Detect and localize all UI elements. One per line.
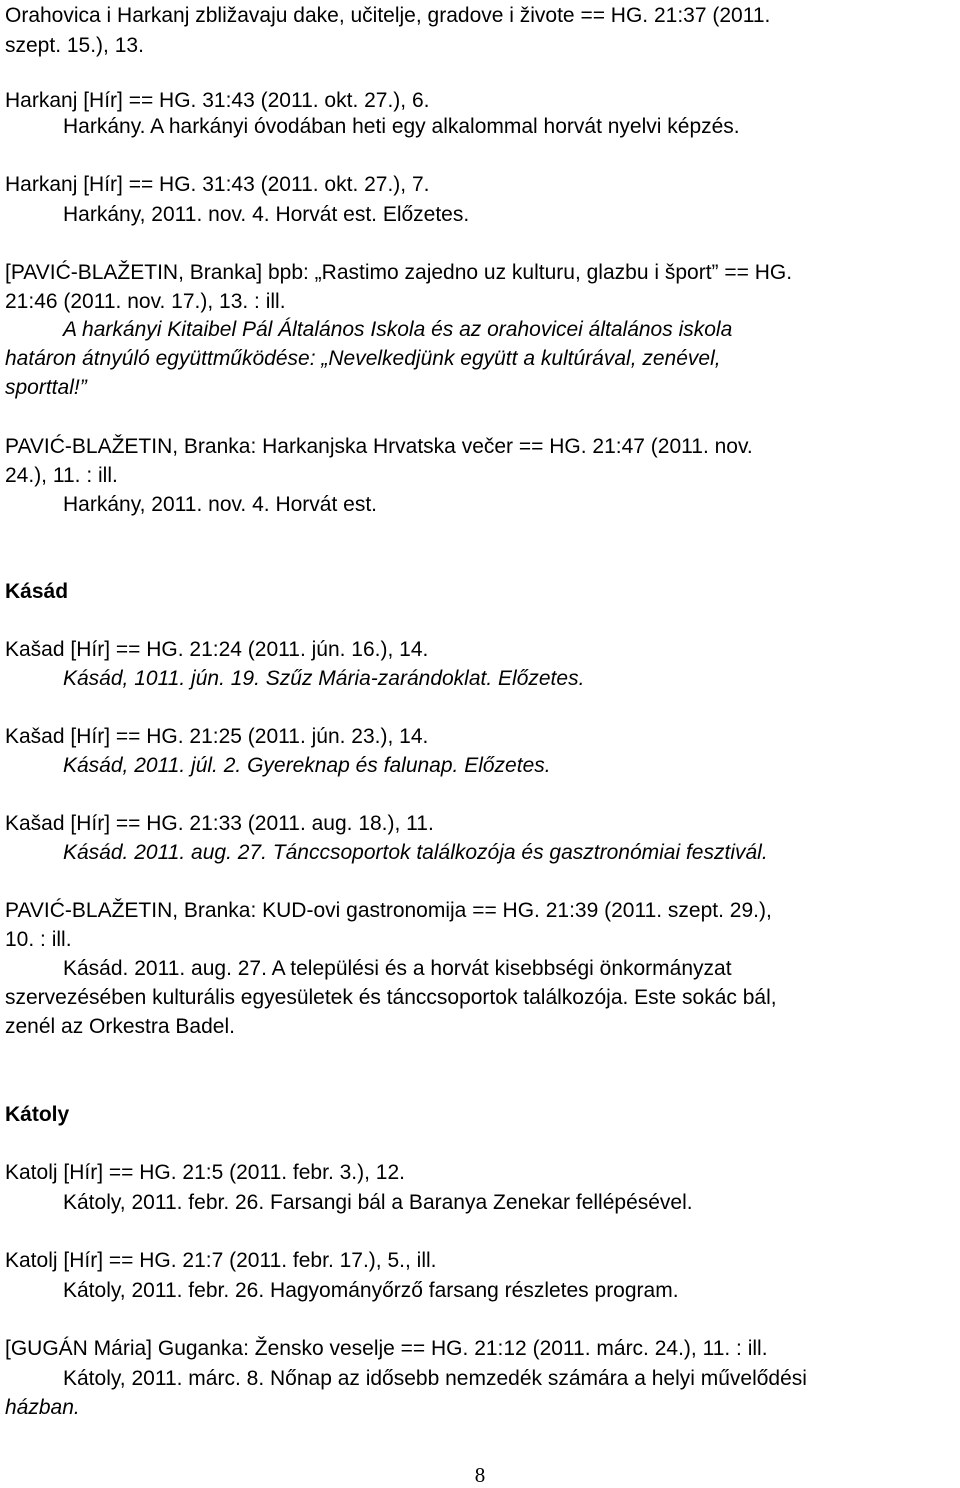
entry-line: Kašad [Hír] == HG. 21:33 (2011. aug. 18.), 11. bbox=[5, 812, 434, 835]
entry-line: Harkány, 2011. nov. 4. Horvát est. bbox=[63, 493, 377, 516]
entry-line: PAVIĆ-BLAŽETIN, Branka: KUD-ovi gastronomija == HG. 21:39 (2011. szept. 29.), bbox=[5, 899, 772, 922]
entry-line: 21:46 (2011. nov. 17.), 13. : ill. bbox=[5, 290, 286, 313]
entry-line: határon átnyúló együttműködése: „Nevelkedjünk együtt a kultúrával, zenével, bbox=[5, 347, 721, 370]
entry-line: PAVIĆ-BLAŽETIN, Branka: Harkanjska Hrvatska večer == HG. 21:47 (2011. nov. bbox=[5, 435, 753, 458]
entry-line: Kásád, 2011. júl. 2. Gyereknap és falunap. Előzetes. bbox=[63, 754, 551, 777]
entry-line: Harkány, 2011. nov. 4. Horvát est. Előzetes. bbox=[63, 203, 470, 226]
entry-line: házban. bbox=[5, 1396, 80, 1419]
entry-line: Kátoly, 2011. febr. 26. Hagyományőrző farsang részletes program. bbox=[63, 1279, 679, 1302]
entry-line: sporttal!” bbox=[5, 376, 87, 399]
entry-line: Kátoly, 2011. márc. 8. Nőnap az idősebb nemzedék számára a helyi művelődési bbox=[63, 1367, 807, 1390]
entry-line: Kašad [Hír] == HG. 21:24 (2011. jún. 16.), 14. bbox=[5, 638, 429, 661]
entry-line: 24.), 11. : ill. bbox=[5, 464, 118, 487]
entry-line: [GUGÁN Mária] Guganka: Žensko veselje == HG. 21:12 (2011. márc. 24.), 11. : ill. bbox=[5, 1337, 768, 1360]
entry-line: Harkány. A harkányi óvodában heti egy alkalommal horvát nyelvi képzés. bbox=[63, 115, 740, 138]
entry-line: Orahovica i Harkanj zbližavaju dake, učitelje, gradove i živote == HG. 21:37 (2011. bbox=[5, 4, 771, 27]
entry-line: Kásád. 2011. aug. 27. A települési és a horvát kisebbségi önkormányzat bbox=[63, 957, 732, 980]
page-number: 8 bbox=[474, 1463, 486, 1487]
entry-line: [PAVIĆ-BLAŽETIN, Branka] bpb: „Rastimo zajedno uz kulturu, glazbu i šport” == HG. bbox=[5, 261, 793, 284]
entry-line: Kátoly, 2011. febr. 26. Farsangi bál a Baranya Zenekar fellépésével. bbox=[63, 1191, 693, 1214]
entry-line: Katolj [Hír] == HG. 21:5 (2011. febr. 3.), 12. bbox=[5, 1161, 405, 1184]
entry-line: Kásád. 2011. aug. 27. Tánccsoportok találkozója és gasztronómiai fesztivál. bbox=[63, 841, 768, 864]
section-heading: Kásád bbox=[5, 580, 69, 603]
entry-line: Harkanj [Hír] == HG. 31:43 (2011. okt. 27.), 7. bbox=[5, 173, 430, 196]
entry-line: 10. : ill. bbox=[5, 928, 72, 951]
entry-line: Katolj [Hír] == HG. 21:7 (2011. febr. 17.), 5., ill. bbox=[5, 1249, 437, 1272]
entry-line: Harkanj [Hír] == HG. 31:43 (2011. okt. 27.), 6. bbox=[5, 89, 430, 112]
entry-line: Kašad [Hír] == HG. 21:25 (2011. jún. 23.), 14. bbox=[5, 725, 429, 748]
section-heading: Kátoly bbox=[5, 1103, 70, 1126]
entry-line: szept. 15.), 13. bbox=[5, 34, 144, 57]
entry-line: Kásád, 1011. jún. 19. Szűz Mária-zarándoklat. Előzetes. bbox=[63, 667, 585, 690]
entry-line: szervezésében kulturális egyesületek és tánccsoportok találkozója. Este sokác bál, bbox=[5, 986, 777, 1009]
entry-line: A harkányi Kitaibel Pál Általános Iskola és az orahovicei általános iskola bbox=[63, 318, 733, 341]
entry-line: zenél az Orkestra Badel. bbox=[5, 1015, 235, 1038]
